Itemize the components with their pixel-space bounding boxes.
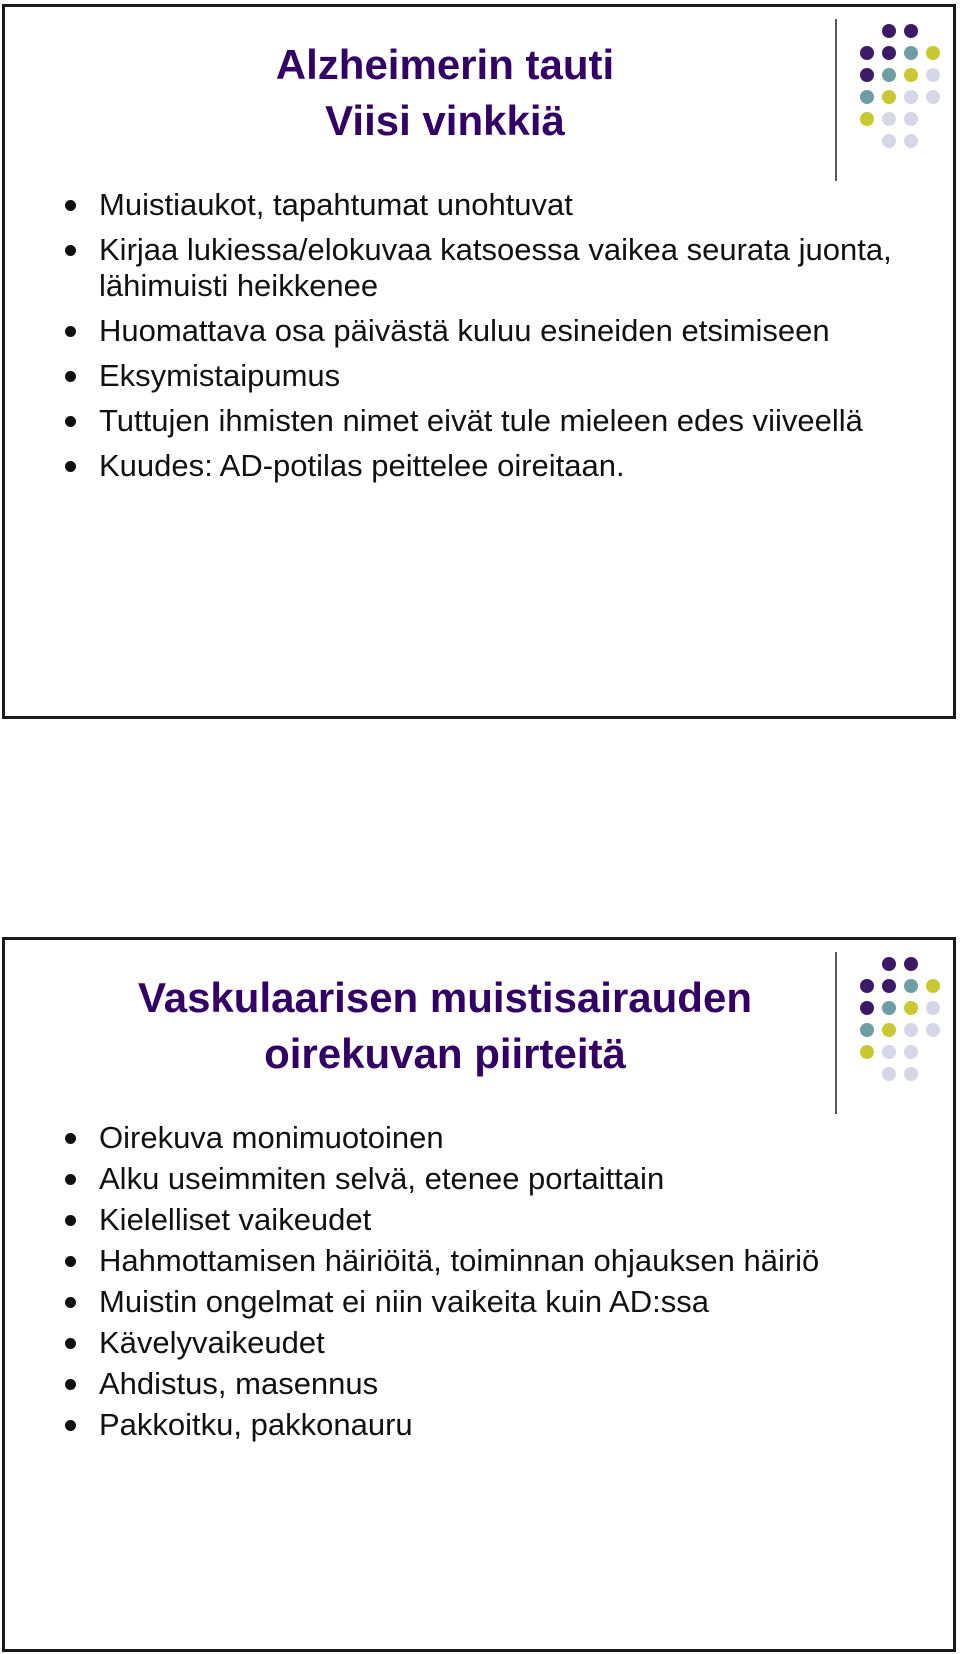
- bullet-icon: [65, 1338, 76, 1349]
- decorative-dot: [904, 24, 918, 38]
- list-item-text: Oirekuva monimuotoinen: [99, 1120, 444, 1155]
- decorative-dot: [904, 112, 918, 126]
- list-item: [65, 1284, 945, 1320]
- decorative-dot: [882, 957, 896, 971]
- bullet-icon: [65, 1420, 76, 1431]
- list-item-text: Kielelliset vaikeudet: [99, 1202, 372, 1237]
- bullet-icon: [65, 326, 76, 337]
- list-item: [65, 232, 945, 304]
- decorative-dot: [882, 68, 896, 82]
- list-item: [65, 1202, 945, 1238]
- bullet-icon: [65, 1379, 76, 1390]
- list-item-text: Kirjaa lukiessa/elokuvaa katsoessa vaikea seurata juonta, lähimuisti heikkenee: [99, 232, 892, 303]
- decorative-dot: [904, 134, 918, 148]
- decorative-dot: [926, 68, 940, 82]
- decorative-dot: [882, 24, 896, 38]
- slide-2: [2, 937, 956, 1652]
- bullet-icon: [65, 461, 76, 472]
- decorative-dot: [882, 90, 896, 104]
- list-item: [65, 448, 945, 484]
- list-item-text: Eksymistaipumus: [99, 358, 341, 393]
- decorative-dot: [926, 90, 940, 104]
- decorative-dot: [860, 1045, 874, 1059]
- list-item-text: Kuudes: AD-potilas peittelee oireitaan.: [99, 448, 625, 483]
- decorative-dot: [926, 46, 940, 60]
- bullet-icon: [65, 200, 76, 211]
- slide-2-title-line-2: oirekuvan piirteitä: [264, 1030, 626, 1077]
- bullet-icon: [65, 1256, 76, 1267]
- decorative-dot-grid-icon: [855, 19, 955, 169]
- list-item: [65, 1366, 945, 1402]
- decorative-dot: [904, 957, 918, 971]
- list-item: [65, 313, 945, 349]
- list-item-text: Kävelyvaikeudet: [99, 1325, 325, 1360]
- decorative-dot: [904, 1067, 918, 1081]
- list-item-text: Pakkoitku, pakkonauru: [99, 1407, 413, 1442]
- decorative-dot: [860, 1023, 874, 1037]
- bullet-icon: [65, 1297, 76, 1308]
- list-item-text: Tuttujen ihmisten nimet eivät tule mieleen edes viiveellä: [99, 403, 863, 438]
- list-item-text: Hahmottamisen häiriöitä, toiminnan ohjauksen häiriö: [99, 1243, 820, 1278]
- bullet-icon: [65, 1215, 76, 1226]
- decorative-dot: [904, 1001, 918, 1015]
- decorative-dot: [882, 112, 896, 126]
- list-item-text: Muistin ongelmat ei niin vaikeita kuin AD:ssa: [99, 1284, 709, 1319]
- decorative-dot: [904, 1045, 918, 1059]
- list-item: [65, 403, 945, 439]
- decorative-dot: [926, 979, 940, 993]
- bullet-icon: [65, 1174, 76, 1185]
- list-item: [65, 358, 945, 394]
- decorative-dot: [904, 90, 918, 104]
- decorative-dot: [926, 1001, 940, 1015]
- slide-1-title: [45, 37, 845, 149]
- list-item-text: Ahdistus, masennus: [99, 1366, 379, 1401]
- list-item: [65, 1325, 945, 1361]
- slide-1-title-line-2: Viisi vinkkiä: [325, 97, 565, 144]
- decorative-dot: [860, 68, 874, 82]
- decorative-dot: [904, 46, 918, 60]
- list-item: [65, 1120, 945, 1156]
- decorative-dot: [860, 90, 874, 104]
- decorative-dot: [882, 979, 896, 993]
- decorative-dot: [904, 1023, 918, 1037]
- decorative-dot: [882, 1023, 896, 1037]
- bullet-icon: [65, 371, 76, 382]
- decorative-dot: [860, 46, 874, 60]
- list-item-text: Huomattava osa päivästä kuluu esineiden etsimiseen: [99, 313, 830, 348]
- decorative-dot: [860, 112, 874, 126]
- slide-2-divider: [835, 952, 837, 1114]
- list-item-text: Muistiaukot, tapahtumat unohtuvat: [99, 187, 573, 222]
- slide-1-divider: [835, 19, 837, 181]
- decorative-dot: [926, 1023, 940, 1037]
- slide-2-title-line-1: Vaskulaarisen muistisairauden: [138, 974, 752, 1021]
- decorative-dot: [882, 1001, 896, 1015]
- slide-1-bullet-list: [65, 187, 945, 493]
- list-item: [65, 1161, 945, 1197]
- list-item-text: Alku useimmiten selvä, etenee portaittain: [99, 1161, 665, 1196]
- decorative-dot: [882, 46, 896, 60]
- list-item: [65, 1407, 945, 1443]
- decorative-dot-grid-icon: [855, 952, 955, 1102]
- decorative-dot: [882, 134, 896, 148]
- decorative-dot: [904, 979, 918, 993]
- list-item: [65, 1243, 945, 1279]
- slide-2-title: [45, 970, 845, 1082]
- decorative-dot: [882, 1045, 896, 1059]
- bullet-icon: [65, 416, 76, 427]
- decorative-dot: [860, 1001, 874, 1015]
- decorative-dot: [904, 68, 918, 82]
- decorative-dot: [860, 979, 874, 993]
- slide-2-bullet-list: [65, 1120, 945, 1448]
- bullet-icon: [65, 1133, 76, 1144]
- decorative-dot: [882, 1067, 896, 1081]
- list-item: [65, 187, 945, 223]
- slide-1-title-line-1: Alzheimerin tauti: [275, 41, 615, 88]
- bullet-icon: [65, 245, 76, 256]
- slide-1: [2, 4, 956, 719]
